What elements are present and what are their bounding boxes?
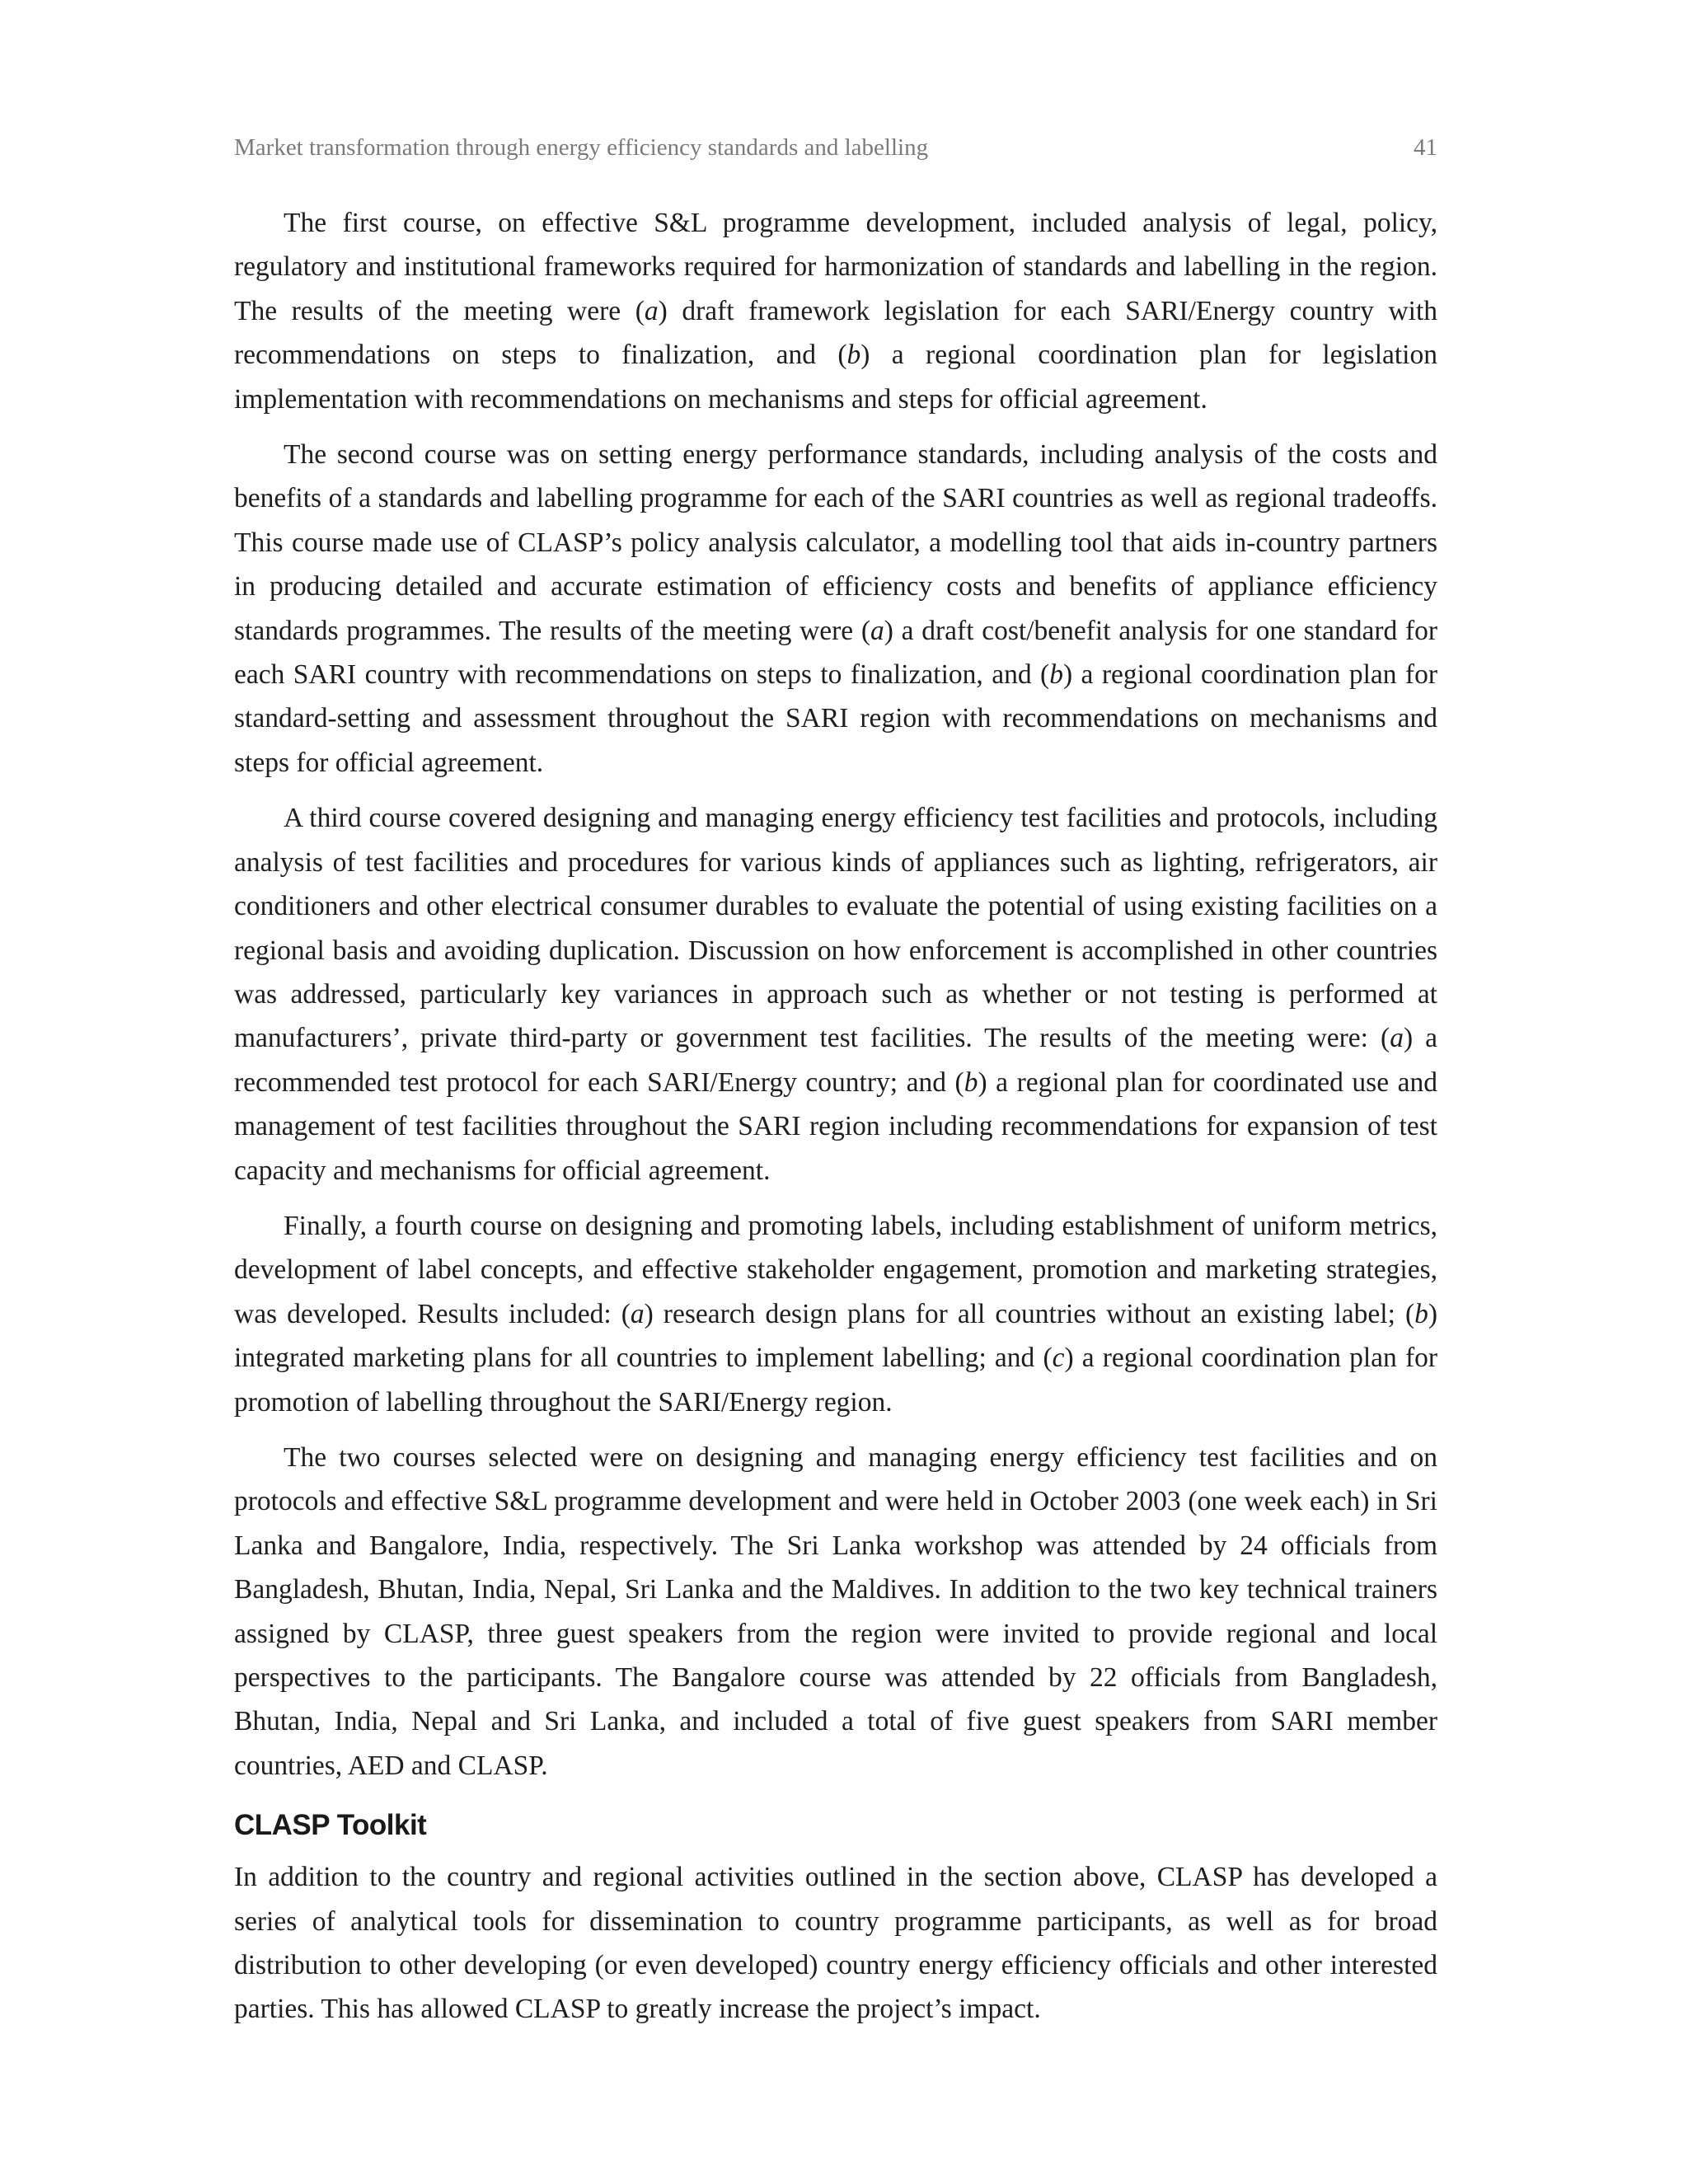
page-number: 41 [1414, 134, 1437, 161]
paragraph-fourth-course: Finally, a fourth course on designing and promoting labels, including establishment of uniform metrics, development of label concepts, and effective stakeholder engagement, promotion and marketing strategies, was developed. Results included: (a) research design plans for all countries without an existing label; (b) integrated marketing plans for all countries to implement labelling; and (c) a regional coordination plan for promotion of labelling throughout the SARI/Energy region. [234, 1210, 1438, 1418]
body-text [234, 201, 1437, 2043]
paragraph-first-course: The first course, on effective S&L programme development, included analysis of legal, policy, regulatory and institutional frameworks required for harmonization of standards and labelling in the region. The results of the meeting were (a) draft framework legislation for each SARI/Energy country with recommendations on steps to finalization, and (b) a regional coordination plan for legislation implementation with recommendations on mechanisms and steps for official agreement. [234, 208, 1438, 415]
paragraph-clasp-toolkit: In addition to the country and regional activities outlined in the section above, CLASP has developed a series of analytical tools for dissemination to country programme participants, as well as for broad distribution to other developing (or even developed) country energy efficiency officials and other interested parties. This has allowed CLASP to greatly increase the project’s impact. [234, 1862, 1437, 2025]
section-heading: CLASP Toolkit [234, 1809, 427, 1842]
paragraph-third-course: A third course covered designing and managing energy efficiency test facilities and protocols, including analysis of test facilities and procedures for various kinds of appliances such as lighting, refrigerators, air conditioners and other electrical consumer durables to evaluate the potential of using existing facilities on a regional basis and avoiding duplication. Discussion on how enforcement is accomplished in other countries was addressed, particularly key variances in approach such as whether or not testing is performed at manufacturers’, private third-party or government test facilities. The results of the meeting were: (a) a recommended test protocol for each SARI/Energy country; and (b) a regional plan for coordinated use and management of test facilities throughout the SARI region including recommendations for expansion of test capacity and mechanisms for official agreement. [234, 803, 1437, 1186]
paragraph-second-course: The second course was on setting energy performance standards, including analysis of the costs and benefits of a standards and labelling programme for each of the SARI countries as well as regional tradeoffs. This course made use of CLASP’s policy analysis calculator, a modelling tool that aids in-country partners in producing detailed and accurate estimation of efficiency costs and benefits of appliance efficiency standards programmes. The results of the meeting were (a) a draft cost/benefit analysis for one standard for each SARI country with recommendations on steps to finalization, and (b) a regional coordination plan for standard-setting and assessment throughout the SARI region with recommendations on mechanisms and steps for official agreement. [234, 439, 1438, 778]
paragraph-courses-selected: The two courses selected were on designing and managing energy efficiency test facilities and on protocols and effective S&L programme development and were held in October 2003 (one week each) in Sri Lanka and Bangalore, India, respectively. The Sri Lanka workshop was attended by 24 officials from Bangladesh, Bhutan, India, Nepal, Sri Lanka and the Maldives. In addition to the two key technical trainers assigned by CLASP, three guest speakers from the region were invited to provide regional and local perspectives to the participants. The Bangalore course was attended by 22 officials from Bangladesh, Bhutan, India, Nepal and Sri Lanka, and included a total of five guest speakers from SARI member countries, AED and CLASP. [234, 1441, 1437, 1781]
running-head-title: Market transformation through energy efficiency standards and labelling [234, 134, 929, 161]
running-header [234, 134, 1437, 167]
